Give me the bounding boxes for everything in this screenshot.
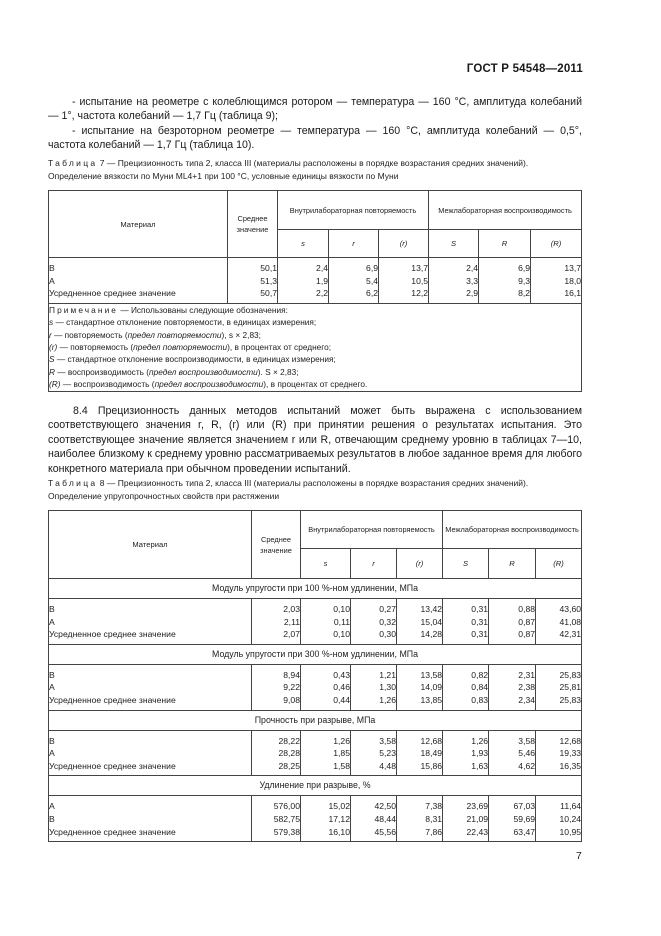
table-row xyxy=(49,664,582,681)
value-cell: 19,33 xyxy=(536,747,582,760)
value-cell: 0,44 xyxy=(301,694,351,710)
value-cell: 8,2 xyxy=(479,287,531,303)
note-symbol: R xyxy=(49,366,55,377)
value-cell: 28,25 xyxy=(252,760,301,776)
page-number: 7 xyxy=(576,850,582,862)
value-cell: 582,75 xyxy=(252,813,301,826)
value-cell: 15,86 xyxy=(397,760,443,776)
value-cell: 8,94 xyxy=(252,664,301,681)
reproducibility-header: Межлабораторная воспроизводимость xyxy=(443,511,582,549)
value-cell: 0,30 xyxy=(351,628,397,644)
table-7 xyxy=(48,190,582,392)
value-cell: 17,12 xyxy=(301,813,351,826)
note-heading: Примечание xyxy=(49,304,119,315)
value-cell: 9,08 xyxy=(252,694,301,710)
value-cell: 7,38 xyxy=(397,796,443,813)
value-cell: 1,26 xyxy=(351,694,397,710)
material-header: Материал xyxy=(49,191,228,258)
r-percent-header: (r) xyxy=(379,230,429,258)
table7-body xyxy=(49,258,582,304)
table-row xyxy=(49,813,582,826)
value-cell: 2,34 xyxy=(489,694,536,710)
value-cell: 18,0 xyxy=(531,275,582,288)
table7-caption xyxy=(48,157,584,182)
value-cell: 22,43 xyxy=(443,826,489,842)
value-cell: 2,03 xyxy=(252,599,301,616)
note-symbol: S xyxy=(49,354,55,365)
material-cell: B xyxy=(49,813,252,826)
section-row xyxy=(49,776,582,796)
note-symbol: (r) xyxy=(49,342,58,352)
value-cell: 2,11 xyxy=(252,616,301,629)
section-row xyxy=(49,579,582,599)
value-cell: 13,85 xyxy=(397,694,443,710)
value-cell: 13,7 xyxy=(379,258,429,275)
value-cell: 12,2 xyxy=(379,287,429,303)
value-cell: 1,30 xyxy=(351,681,397,694)
value-cell: 15,04 xyxy=(397,616,443,629)
value-cell: 0,83 xyxy=(443,694,489,710)
table-row xyxy=(49,275,582,288)
table-caption-text: 8 — Прецизионность типа 2, класса III (материалы расположены в порядке возрастания средних значений). Определение упругопрочностных свойств при растяжении xyxy=(48,478,529,501)
table-row xyxy=(49,258,582,275)
note-text: — Использованы следующие обозначения: xyxy=(118,304,288,315)
table-row xyxy=(49,287,582,303)
material-cell: A xyxy=(49,796,252,813)
value-cell: 14,09 xyxy=(397,681,443,694)
value-cell: 2,2 xyxy=(278,287,329,303)
intro-paragraph: - испытание на реометре с колеблющимся ротором — температура — 160 °С, амплитуда колебаний — 1°, частота колебаний — 1,7 Гц (таблица 9); xyxy=(48,96,582,123)
value-cell: 0,87 xyxy=(489,616,536,629)
value-cell: 1,9 xyxy=(278,275,329,288)
value-cell: 8,31 xyxy=(397,813,443,826)
s-header: s xyxy=(301,549,351,579)
material-cell: A xyxy=(49,275,228,288)
value-cell: 10,24 xyxy=(536,813,582,826)
note-text: ), в процентах от среднего; xyxy=(227,342,332,352)
value-cell: 1,21 xyxy=(351,664,397,681)
value-cell: 13,58 xyxy=(397,664,443,681)
note-text: — воспроизводимость ( xyxy=(55,366,150,377)
value-cell: 0,46 xyxy=(301,681,351,694)
value-cell: 7,86 xyxy=(397,826,443,842)
material-cell: A xyxy=(49,681,252,694)
table-row xyxy=(49,681,582,694)
value-cell: 45,56 xyxy=(351,826,397,842)
note-term: предел воспроизводимости xyxy=(149,366,258,377)
material-cell: B xyxy=(49,730,252,747)
note-symbol: r xyxy=(49,329,52,340)
r-header: r xyxy=(329,230,379,258)
table-row xyxy=(49,616,582,629)
value-cell: 41,08 xyxy=(536,616,582,629)
value-cell: 1,26 xyxy=(443,730,489,747)
value-cell: 4,48 xyxy=(351,760,397,776)
value-cell: 16,1 xyxy=(531,287,582,303)
value-cell: 9,3 xyxy=(479,275,531,288)
table8-caption xyxy=(48,477,584,502)
table-row xyxy=(49,796,582,813)
value-cell: 1,26 xyxy=(301,730,351,747)
intro-paragraph: - испытание на безроторном реометре — температура — 160 °С, амплитуда колебаний — 0,5°, частота колебаний — 1,7 Гц (таблица 10). xyxy=(48,124,582,152)
value-cell: 42,50 xyxy=(351,796,397,813)
note-text: ), s × 2,83; xyxy=(221,329,261,340)
value-cell: 2,38 xyxy=(489,681,536,694)
material-cell: B xyxy=(49,258,228,275)
value-cell: 3,3 xyxy=(429,275,479,288)
value-cell: 3,58 xyxy=(489,730,536,747)
r-percent-header: (r) xyxy=(397,549,443,579)
table-row xyxy=(49,628,582,644)
value-cell: 25,81 xyxy=(536,681,582,694)
value-cell: 0,31 xyxy=(443,599,489,616)
table-row xyxy=(49,760,582,776)
material-cell: A xyxy=(49,616,252,629)
value-cell: 18,49 xyxy=(397,747,443,760)
value-cell: 10,95 xyxy=(536,826,582,842)
value-cell: 0,43 xyxy=(301,664,351,681)
value-cell: 5,4 xyxy=(329,275,379,288)
note-line xyxy=(49,353,581,365)
value-cell: 67,03 xyxy=(489,796,536,813)
section-title: Модуль упругости при 100 %-ном удлинении, МПа xyxy=(49,579,582,599)
material-cell: Усредненное среднее значение xyxy=(49,287,228,303)
value-cell: 2,31 xyxy=(489,664,536,681)
value-cell: 4,62 xyxy=(489,760,536,776)
value-cell: 1,58 xyxy=(301,760,351,776)
section-title: Удлинение при разрыве, % xyxy=(49,776,582,796)
value-cell: 13,42 xyxy=(397,599,443,616)
note-term: предел повторяемости xyxy=(133,342,228,352)
value-cell: 3,58 xyxy=(351,730,397,747)
material-cell: B xyxy=(49,599,252,616)
note-term: предел воспроизводимости xyxy=(154,379,264,390)
r-header: r xyxy=(351,549,397,579)
table-row xyxy=(49,694,582,710)
note-line xyxy=(49,341,581,353)
value-cell: 5,23 xyxy=(351,747,397,760)
section-row xyxy=(49,644,582,664)
table7-notes xyxy=(49,303,582,391)
value-cell: 50,1 xyxy=(228,258,278,275)
value-cell: 48,44 xyxy=(351,813,397,826)
S-header: S xyxy=(443,549,489,579)
note-line xyxy=(49,329,581,341)
R-header: R xyxy=(489,549,536,579)
s-header: s xyxy=(278,230,329,258)
value-cell: 6,2 xyxy=(329,287,379,303)
value-cell: 42,31 xyxy=(536,628,582,644)
value-cell: 28,28 xyxy=(252,747,301,760)
note-term: предел повторяемости xyxy=(127,329,222,340)
value-cell: 0,27 xyxy=(351,599,397,616)
value-cell: 0,10 xyxy=(301,599,351,616)
value-cell: 0,82 xyxy=(443,664,489,681)
note-line xyxy=(49,316,581,328)
material-cell: Усредненное среднее значение xyxy=(49,826,252,842)
R-percent-header: (R) xyxy=(536,549,582,579)
section-title: Модуль упругости при 300 %-ном удлинении, МПа xyxy=(49,644,582,664)
value-cell: 9,22 xyxy=(252,681,301,694)
value-cell: 2,4 xyxy=(429,258,479,275)
section-8-4 xyxy=(48,404,582,476)
note-symbol: (R) xyxy=(49,379,61,390)
table-row xyxy=(49,747,582,760)
value-cell: 23,69 xyxy=(443,796,489,813)
value-cell: 13,7 xyxy=(531,258,582,275)
section-row xyxy=(49,710,582,730)
note-text: ). S × 2,83; xyxy=(257,366,299,377)
S-header: S xyxy=(429,230,479,258)
value-cell: 12,68 xyxy=(397,730,443,747)
value-cell: 28,22 xyxy=(252,730,301,747)
note-text: — повторяемость ( xyxy=(57,342,134,352)
value-cell: 0,31 xyxy=(443,628,489,644)
material-cell: A xyxy=(49,747,252,760)
value-cell: 2,9 xyxy=(429,287,479,303)
table-label: Таблица xyxy=(48,158,98,168)
value-cell: 579,38 xyxy=(252,826,301,842)
mean-header: Среднее значение xyxy=(228,191,278,258)
value-cell: 25,83 xyxy=(536,694,582,710)
value-cell: 0,87 xyxy=(489,628,536,644)
value-cell: 14,28 xyxy=(397,628,443,644)
note-symbol: s xyxy=(49,317,54,328)
value-cell: 11,64 xyxy=(536,796,582,813)
value-cell: 2,07 xyxy=(252,628,301,644)
material-header: Материал xyxy=(49,511,252,579)
value-cell: 1,85 xyxy=(301,747,351,760)
document-code: ГОСТ Р 54548—2011 xyxy=(466,63,583,75)
note-text: — воспроизводимость ( xyxy=(60,379,155,390)
material-cell: Усредненное среднее значение xyxy=(49,628,252,644)
section-title: Прочность при разрыве, МПа xyxy=(49,710,582,730)
value-cell: 0,11 xyxy=(301,616,351,629)
value-cell: 0,10 xyxy=(301,628,351,644)
value-cell: 576,00 xyxy=(252,796,301,813)
material-cell: Усредненное среднее значение xyxy=(49,760,252,776)
note-text: ), в процентах от среднего. xyxy=(263,379,368,390)
value-cell: 51,3 xyxy=(228,275,278,288)
table-label: Таблица xyxy=(48,478,98,488)
value-cell: 6,9 xyxy=(329,258,379,275)
value-cell: 16,35 xyxy=(536,760,582,776)
mean-header: Среднее значение xyxy=(252,511,301,579)
R-header: R xyxy=(479,230,531,258)
repeatability-header: Внутрилабораторная повторяемость xyxy=(278,191,429,230)
value-cell: 0,84 xyxy=(443,681,489,694)
material-cell: B xyxy=(49,664,252,681)
value-cell: 5,46 xyxy=(489,747,536,760)
value-cell: 25,83 xyxy=(536,664,582,681)
value-cell: 16,10 xyxy=(301,826,351,842)
section-8-4-text: 8.4 Прецизионность данных методов испытаний может быть выражена с использованием соответствующего значения r, R, (r) или (R) при принятии решения о результатах испытания. Это соответствующее значение является значением r или R, отвечающим среднему уровню в таблицах 7—10, наиболее близкому к среднему уровню рассматриваемых результатов в любое заданное время для любого конкретного материала при обычном проведении испытаний. xyxy=(48,405,582,475)
value-cell: 59,69 xyxy=(489,813,536,826)
material-cell: Усредненное среднее значение xyxy=(49,694,252,710)
value-cell: 12,68 xyxy=(536,730,582,747)
value-cell: 2,4 xyxy=(278,258,329,275)
note-line xyxy=(49,366,581,378)
table-row xyxy=(49,599,582,616)
value-cell: 1,93 xyxy=(443,747,489,760)
value-cell: 6,9 xyxy=(479,258,531,275)
value-cell: 0,32 xyxy=(351,616,397,629)
table-8 xyxy=(48,510,582,842)
note-text: — повторяемость ( xyxy=(51,329,128,340)
note-text: — стандартное отклонение воспроизводимости, в единицах измерения; xyxy=(54,354,336,365)
table-caption-text: 7 — Прецизионность типа 2, класса III (материалы расположены в порядке возрастания средних значений). Определение вязкости по Муни ML4+1 при 100 °С, условные единицы вязкости по Муни xyxy=(48,158,529,181)
value-cell: 1,63 xyxy=(443,760,489,776)
note-line xyxy=(49,304,581,316)
note-text: — стандартное отклонение повторяемости, в единицах измерения; xyxy=(53,317,317,328)
note-line xyxy=(49,378,581,390)
table-row xyxy=(49,730,582,747)
value-cell: 43,60 xyxy=(536,599,582,616)
value-cell: 15,02 xyxy=(301,796,351,813)
R-percent-header: (R) xyxy=(531,230,582,258)
value-cell: 50,7 xyxy=(228,287,278,303)
value-cell: 21,09 xyxy=(443,813,489,826)
value-cell: 63,47 xyxy=(489,826,536,842)
value-cell: 0,31 xyxy=(443,616,489,629)
table8-body xyxy=(49,579,582,842)
value-cell: 10,5 xyxy=(379,275,429,288)
value-cell: 0,88 xyxy=(489,599,536,616)
intro-text xyxy=(48,95,582,153)
table-row xyxy=(49,826,582,842)
repeatability-header: Внутрилабораторная повторяемость xyxy=(301,511,443,549)
reproducibility-header: Межлабораторная воспроизводимость xyxy=(429,191,582,230)
